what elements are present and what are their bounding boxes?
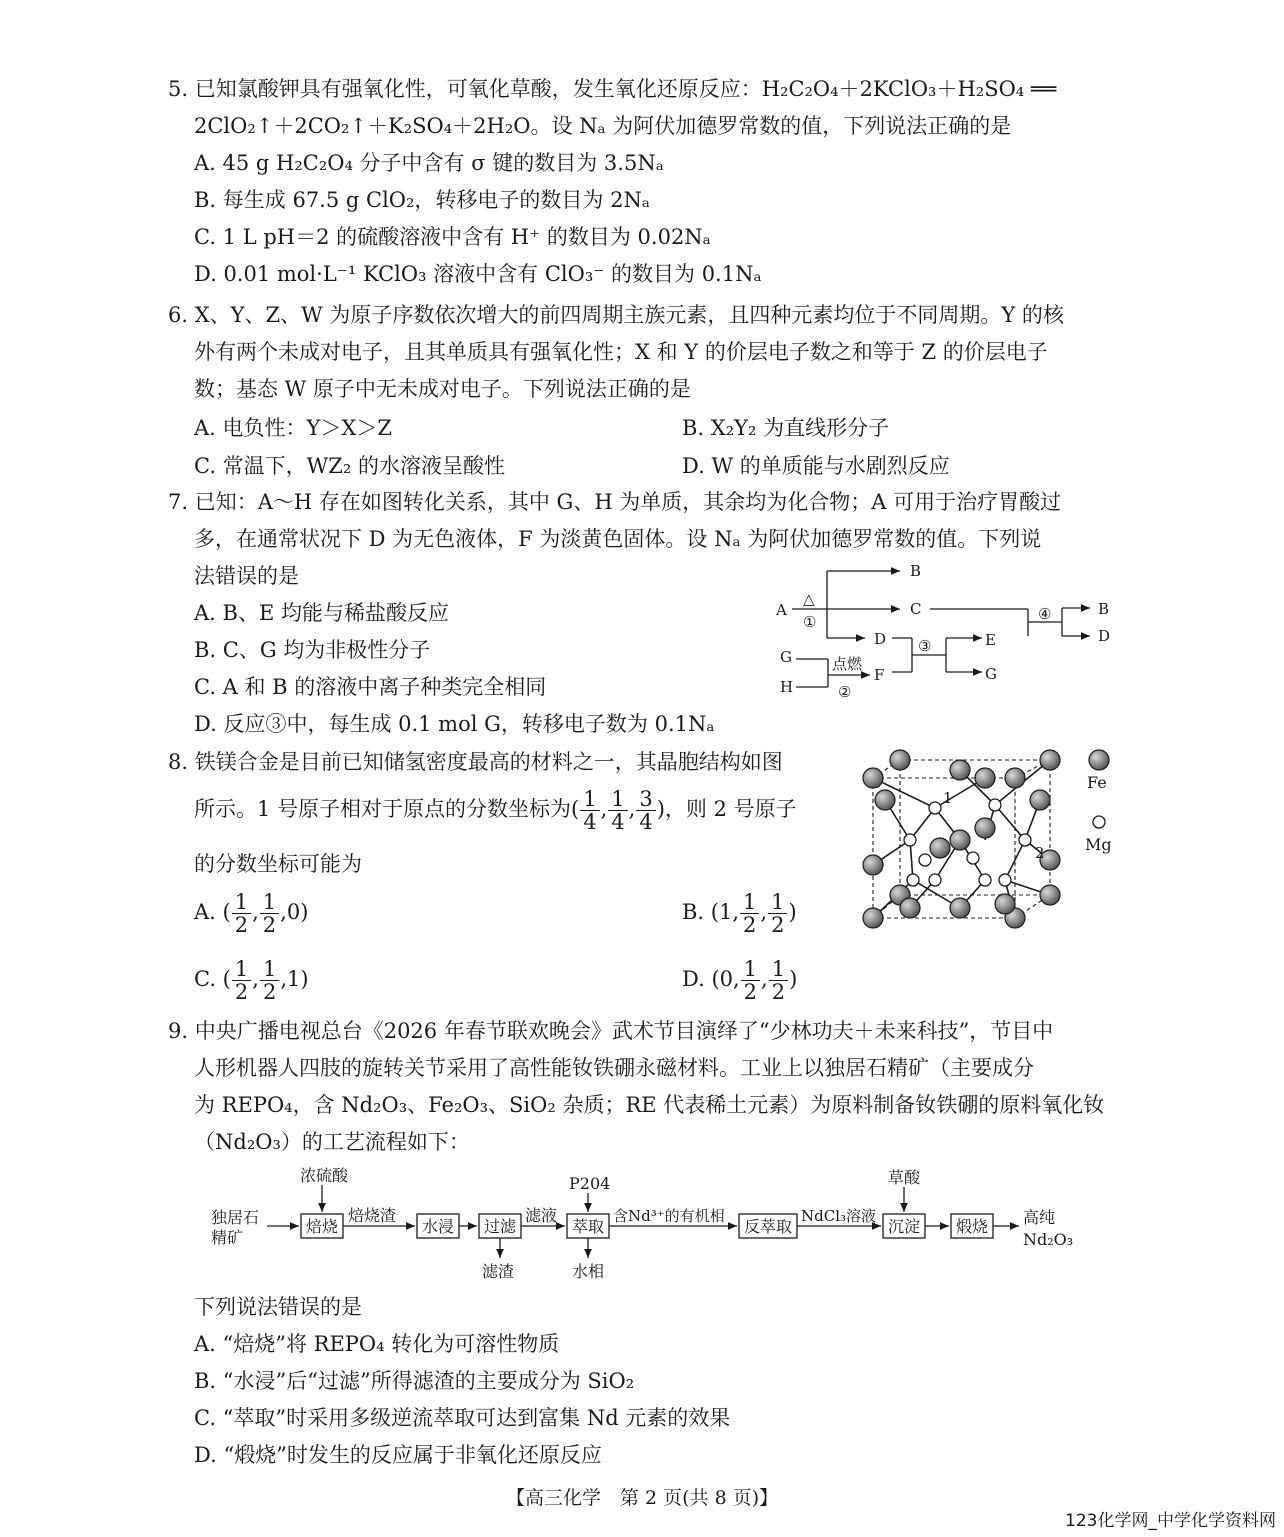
q7-option-b: B. C、G 均为非极性分子 [194, 638, 431, 662]
q6-stem-line1: 6. X、Y、Z、W 为原子序数依次增大的前四周期主族元素，且四种元素均位于不同周期。Y 的核 [168, 303, 1064, 327]
q8-coord-z: $\frac{3}{4}$ [636, 788, 655, 833]
ignite-label: 点燃 [832, 655, 863, 673]
fe-legend-icon [1089, 750, 1109, 770]
mg-legend-icon [1093, 816, 1105, 828]
atom-1-label: 1 [943, 789, 953, 807]
q7-conversion-diagram [770, 558, 1120, 703]
atom-2-label: 2 [1035, 844, 1045, 862]
q6-option-b: B. X₂Y₂ 为直线形分子 [682, 416, 890, 440]
flow-step-precipitate: 沉淀 [888, 1217, 921, 1236]
reaction-1-label: ① [803, 613, 817, 631]
flow-step-leach: 水浸 [422, 1217, 455, 1236]
q5-stem-line2: 2ClO₂↑＋2CO₂↑＋K₂SO₄＋2H₂O。设 Nₐ 为阿伏加德罗常数的值，下列说法正确的是 [194, 114, 1012, 138]
diagram-node-g-right: G [985, 665, 997, 683]
flow-step-extract: 萃取 [572, 1217, 605, 1236]
diagram-node-b-right: B [1098, 600, 1110, 618]
q8-stem-line1: 8. 铁镁合金是目前已知储氢密度最高的材料之一，其晶胞结构如图 [168, 750, 783, 774]
flow-step-strip: 反萃取 [744, 1217, 793, 1236]
question-5 [168, 71, 1118, 293]
q5-option-b: B. 每生成 67.5 g ClO₂，转移电子的数目为 2Nₐ [194, 188, 650, 212]
flow-step-calcine: 煅烧 [956, 1217, 989, 1236]
q7-stem-line3: 法错误的是 [194, 564, 299, 588]
question-9 [168, 1013, 1118, 1161]
q8-option-a: A. ( $\frac{1}{2}$ , $\frac{1}{2}$ ,0) [194, 890, 309, 937]
q5-stem-line1: 5. 已知氯酸钾具有强氧化性，可氧化草酸，发生氧化还原反应：H₂C₂O₄＋2KClO₃＋H₂SO₄ ══ [168, 77, 1057, 101]
reaction-3-label: ③ [918, 637, 932, 655]
diagram-node-g-left: G [780, 648, 792, 666]
diagram-node-c: C [910, 600, 922, 618]
q6-stem-line3: 数；基态 W 原子中无未成对电子。下列说法正确的是 [194, 377, 691, 401]
q8-coord-y: $\frac{1}{4}$ [608, 788, 627, 833]
q8-crystal-cell-diagram [855, 740, 1125, 940]
q6-stem-line2: 外有两个未成对电子，且其单质具有强氧化性；X 和 Y 的价层电子数之和等于 Z 的价层电子 [194, 340, 1048, 364]
question-6 [168, 297, 1118, 408]
reaction-2-label: ② [838, 683, 852, 701]
q5-option-a: A. 45 g H₂C₂O₄ 分子中含有 σ 键的数目为 3.5Nₐ [194, 151, 664, 175]
flow-p204: P204 [569, 1174, 611, 1193]
flow-step-roast: 焙烧 [306, 1217, 339, 1236]
q9-option-a: A. “焙烧”将 REPO₄ 转化为可溶性物质 [194, 1332, 560, 1356]
heat-symbol: △ [803, 590, 815, 608]
diagram-node-f: F [874, 666, 885, 684]
q7-stem-line2: 多，在通常状况下 D 为无色液体，F 为淡黄色固体。设 Nₐ 为阿伏加德罗常数的值。下列说 [194, 527, 1042, 551]
watermark: 123化学网_中学化学资料网 [1065, 1511, 1276, 1531]
diagram-node-h: H [780, 678, 794, 696]
flow-filtrate: 滤液 [525, 1206, 558, 1225]
flow-oxalic-acid: 草酸 [888, 1168, 921, 1187]
q8-coord-x: $\frac{1}{4}$ [580, 788, 599, 833]
q5-option-c: C. 1 L pH＝2 的硫酸溶液中含有 H⁺ 的数目为 0.02Nₐ [194, 225, 711, 249]
flow-conc-sulfuric-acid: 浓硫酸 [300, 1166, 349, 1185]
q9-stem-line1: 9. 中央广播电视总台《2026 年春节联欢晚会》武术节目演绎了“少林功夫＋未来科技”，节目中 [168, 1019, 1054, 1043]
flow-aqueous-phase: 水相 [572, 1262, 605, 1281]
q8-option-b: B. (1, $\frac{1}{2}$ , $\frac{1}{2}$ ) [682, 890, 797, 937]
flow-organic-phase: 含Nd³⁺的有机相 [613, 1207, 725, 1225]
flow-roast-residue: 焙烧渣 [348, 1206, 397, 1225]
q7-stem-line1: 7. 已知：A～H 存在如图转化关系，其中 G、H 为单质，其余均为化合物；A 可用于治疗胃酸过 [168, 490, 1062, 514]
q9-question: 下列说法错误的是 [194, 1295, 362, 1319]
q5-option-d: D. 0.01 mol·L⁻¹ KClO₃ 溶液中含有 ClO₃⁻ 的数目为 0.1Nₐ [194, 262, 762, 286]
q6-option-c: C. 常温下，WZ₂ 的水溶液呈酸性 [194, 454, 505, 478]
flow-product-line2: Nd₂O₃ [1023, 1230, 1074, 1249]
q8-stem-line3: 的分数坐标可能为 [194, 852, 362, 876]
flow-ndcl3-solution: NdCl₃溶液 [801, 1207, 877, 1225]
flow-start-line2: 精矿 [211, 1228, 244, 1247]
diagram-node-d-right: D [1098, 627, 1111, 645]
q9-options [168, 1289, 1118, 1474]
q9-process-flow-diagram [205, 1163, 1085, 1288]
flow-filter-residue: 滤渣 [482, 1262, 515, 1281]
q6-option-a: A. 电负性：Y＞X＞Z [194, 416, 392, 440]
flow-start-line1: 独居石 [211, 1208, 260, 1227]
reaction-4-label: ④ [1038, 605, 1052, 623]
q9-stem-line3: 为 REPO₄，含 Nd₂O₃、Fe₂O₃、SiO₂ 杂质；RE 代表稀土元素）为原料制备钕铁硼的原料氧化钕 [194, 1093, 1105, 1117]
q8-stem-line2: 所示。1 号原子相对于原点的分数坐标为( $\frac{1}{4}$ , $\frac{1}{4}$ , $\frac{3}{4}$ )，则 2 号原子 [194, 787, 797, 834]
q6-option-d: D. W 的单质能与水剧烈反应 [682, 454, 950, 478]
flow-product-line1: 高纯 [1023, 1208, 1056, 1227]
q9-stem-line4: （Nd₂O₃）的工艺流程如下： [194, 1130, 470, 1154]
diagram-node-b-top: B [910, 562, 922, 580]
q7-option-a: A. B、E 均能与稀盐酸反应 [194, 601, 449, 625]
flow-step-filter: 过滤 [484, 1217, 517, 1236]
page-footer: 【高三化学 第 2 页(共 8 页)】 [506, 1487, 779, 1509]
diagram-node-d-left: D [874, 630, 887, 648]
q8-stem-line2-end: )，则 2 号原子 [656, 797, 797, 821]
q8-option-d: D. (0, $\frac{1}{2}$ , $\frac{1}{2}$ ) [682, 957, 798, 1004]
q9-option-b: B. “水浸”后“过滤”所得滤渣的主要成分为 SiO₂ [194, 1369, 635, 1393]
q9-stem-line2: 人形机器人四肢的旋转关节采用了高性能钕铁硼永磁材料。工业上以独居石精矿（主要成分 [194, 1056, 1034, 1080]
q7-option-d: D. 反应③中，每生成 0.1 mol G，转移电子数为 0.1Nₐ [194, 712, 715, 736]
fe-legend-label: Fe [1087, 773, 1107, 792]
q8-stem-line2-start: 所示。1 号原子相对于原点的分数坐标为( [194, 797, 580, 821]
diagram-node-e: E [985, 631, 996, 649]
diagram-node-a: A [776, 601, 787, 619]
q7-option-c: C. A 和 B 的溶液中离子种类完全相同 [194, 675, 547, 699]
q9-option-d: D. “煅烧”时发生的反应属于非氧化还原反应 [194, 1443, 602, 1467]
q8-option-c: C. ( $\frac{1}{2}$ , $\frac{1}{2}$ ,1) [194, 957, 309, 1004]
mg-legend-label: Mg [1085, 835, 1112, 854]
q9-option-c: C. “萃取”时采用多级逆流萃取可达到富集 Nd 元素的效果 [194, 1406, 731, 1430]
